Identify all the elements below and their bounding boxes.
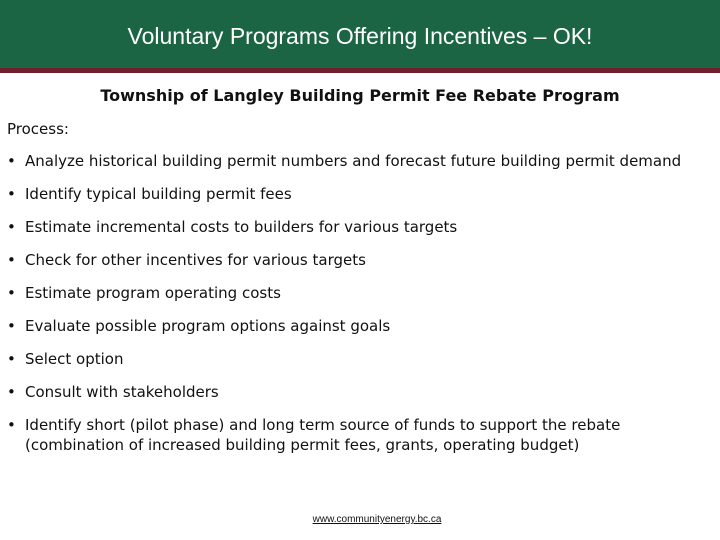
process-step: • Estimate program operating costs xyxy=(7,283,712,303)
process-label: Process: xyxy=(7,120,69,138)
process-step: • Identify short (pilot phase) and long term source of funds to support the rebate (combination of increased building permit fees, grants, operating budget) xyxy=(7,415,712,455)
process-step: • Analyze historical building permit numbers and forecast future building permit demand xyxy=(7,151,712,171)
process-step: • Identify typical building permit fees xyxy=(7,184,712,204)
footer-website-link[interactable]: www.communityenergy.bc.ca xyxy=(312,514,442,525)
process-step: • Consult with stakeholders xyxy=(7,382,712,402)
process-steps-list xyxy=(7,151,712,468)
slide-subtitle: Township of Langley Building Permit Fee Rebate Program xyxy=(100,86,620,105)
title-underline xyxy=(0,68,720,73)
process-step: • Select option xyxy=(7,349,712,369)
process-step: • Check for other incentives for various targets xyxy=(7,250,712,270)
process-step: • Evaluate possible program options against goals xyxy=(7,316,712,336)
process-step: • Estimate incremental costs to builders for various targets xyxy=(7,217,712,237)
slide-title: Voluntary Programs Offering Incentives – OK! xyxy=(127,23,593,49)
